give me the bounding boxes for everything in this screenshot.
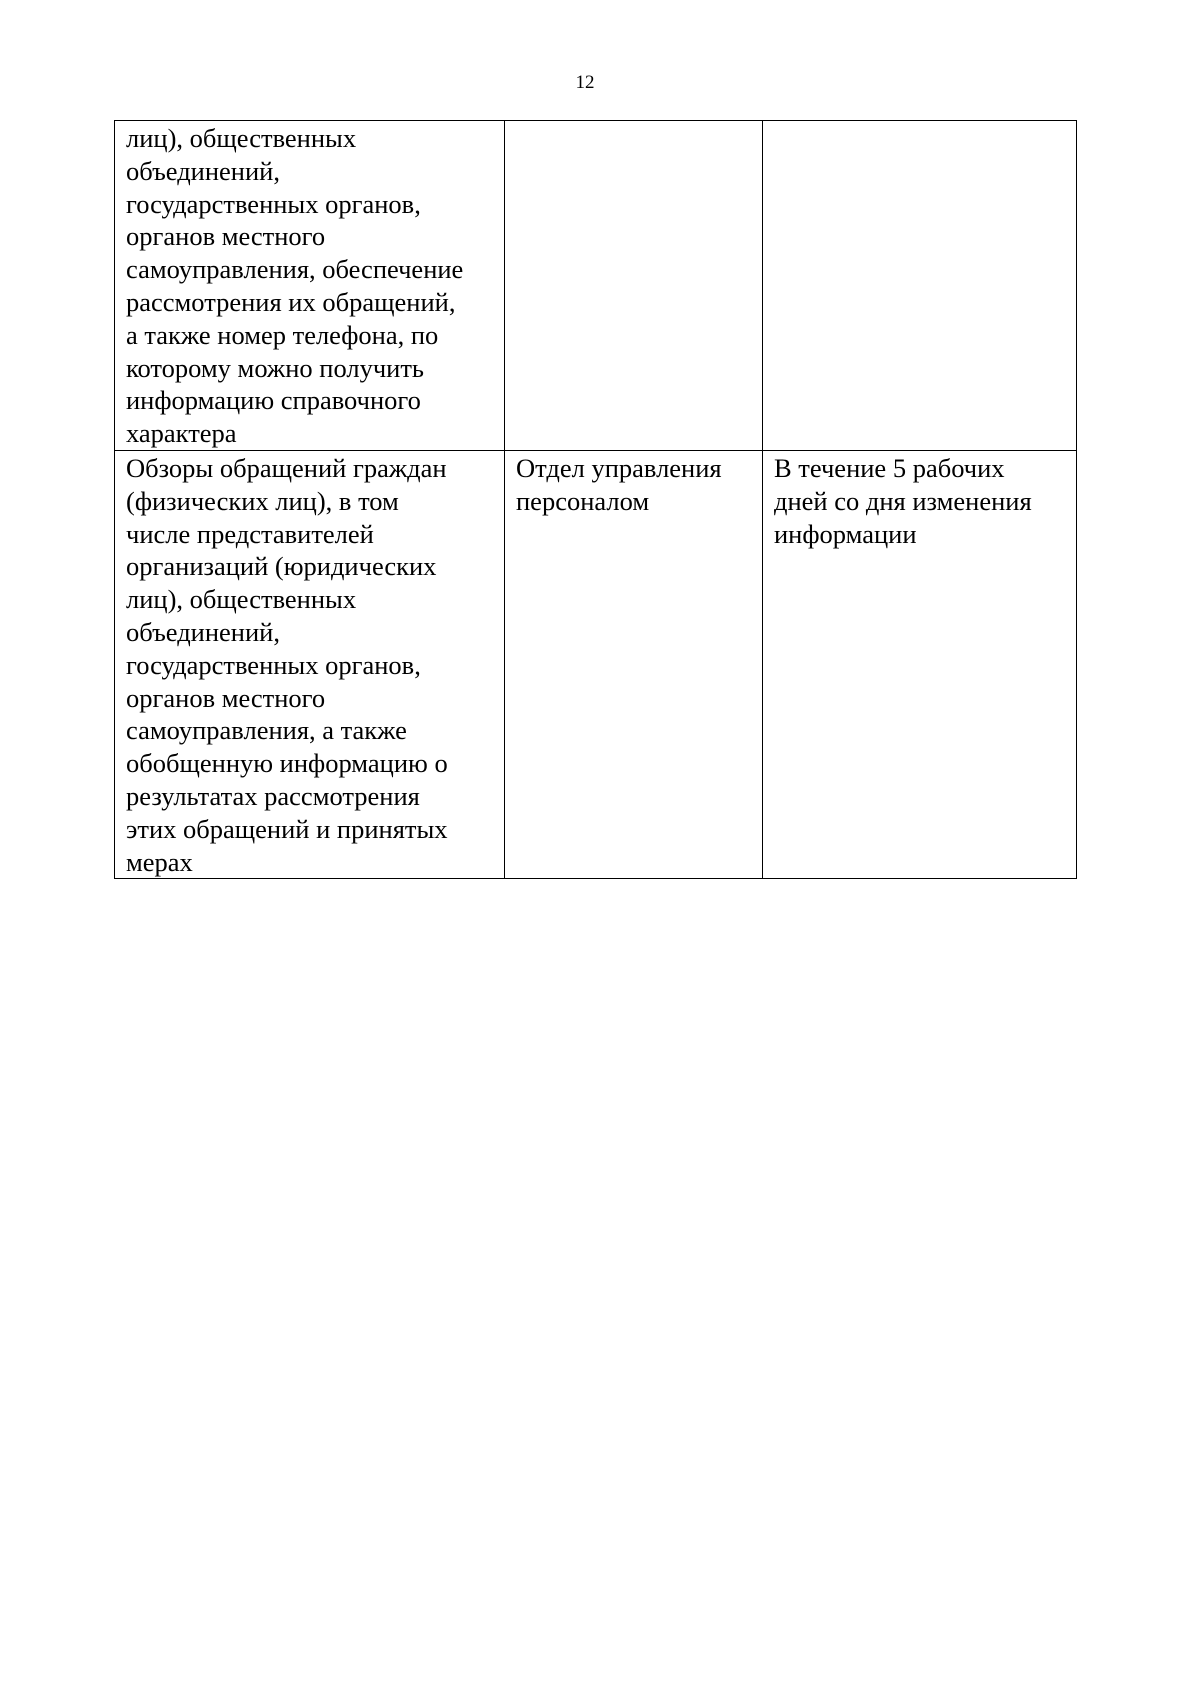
cell-information-type (115, 450, 505, 878)
cell-text-line: государственных органов, (126, 188, 421, 219)
cell-text-line: этих обращений и принятых (126, 813, 448, 844)
cell-text-line: лиц), общественных (126, 123, 357, 153)
cell-text-line: которому можно получить (126, 352, 425, 383)
cell-text-line: В течение 5 рабочих (774, 452, 1005, 483)
cell-text-line: объединений, (126, 155, 280, 186)
cell-deadline (763, 121, 1077, 451)
cell-text-line: обобщенную информацию о (126, 748, 448, 779)
cell-text-line: Обзоры обращений граждан (126, 452, 447, 483)
cell-text-line: самоуправления, обеспечение (126, 254, 464, 285)
cell-text-line: информации (774, 518, 917, 549)
cell-responsible (505, 450, 763, 878)
cell-text-line: характера (126, 418, 237, 449)
cell-text-line: органов местного (126, 682, 326, 713)
cell-text-line: дней со дня изменения (774, 485, 1032, 516)
cell-text-line: Отдел управления (516, 452, 722, 483)
cell-text-line: лиц), общественных (126, 584, 357, 615)
cell-text-line: организаций (юридических (126, 551, 437, 582)
table-row (115, 450, 1077, 878)
cell-text-line: (физических лиц), в том (126, 485, 399, 516)
cell-text-line: государственных органов, (126, 649, 421, 680)
page-number: 12 (575, 72, 595, 93)
cell-text-line: информацию справочного (126, 385, 421, 416)
cell-text-line: числе представителей (126, 518, 374, 549)
table-row (115, 121, 1077, 451)
cell-text-line: рассмотрения их обращений, (126, 286, 456, 317)
cell-text-line: а также номер телефона, по (126, 319, 439, 350)
cell-text-line: самоуправления, а также (126, 715, 407, 746)
cell-text-line: персоналом (516, 485, 650, 516)
cell-responsible (505, 121, 763, 451)
information-table (114, 120, 1077, 879)
cell-text-line: органов местного (126, 221, 326, 252)
cell-information-type (115, 121, 505, 451)
cell-deadline (763, 450, 1077, 878)
cell-text-line: объединений, (126, 616, 280, 647)
cell-text-line: мерах (126, 846, 193, 877)
cell-text-line: результатах рассмотрения (126, 780, 420, 811)
